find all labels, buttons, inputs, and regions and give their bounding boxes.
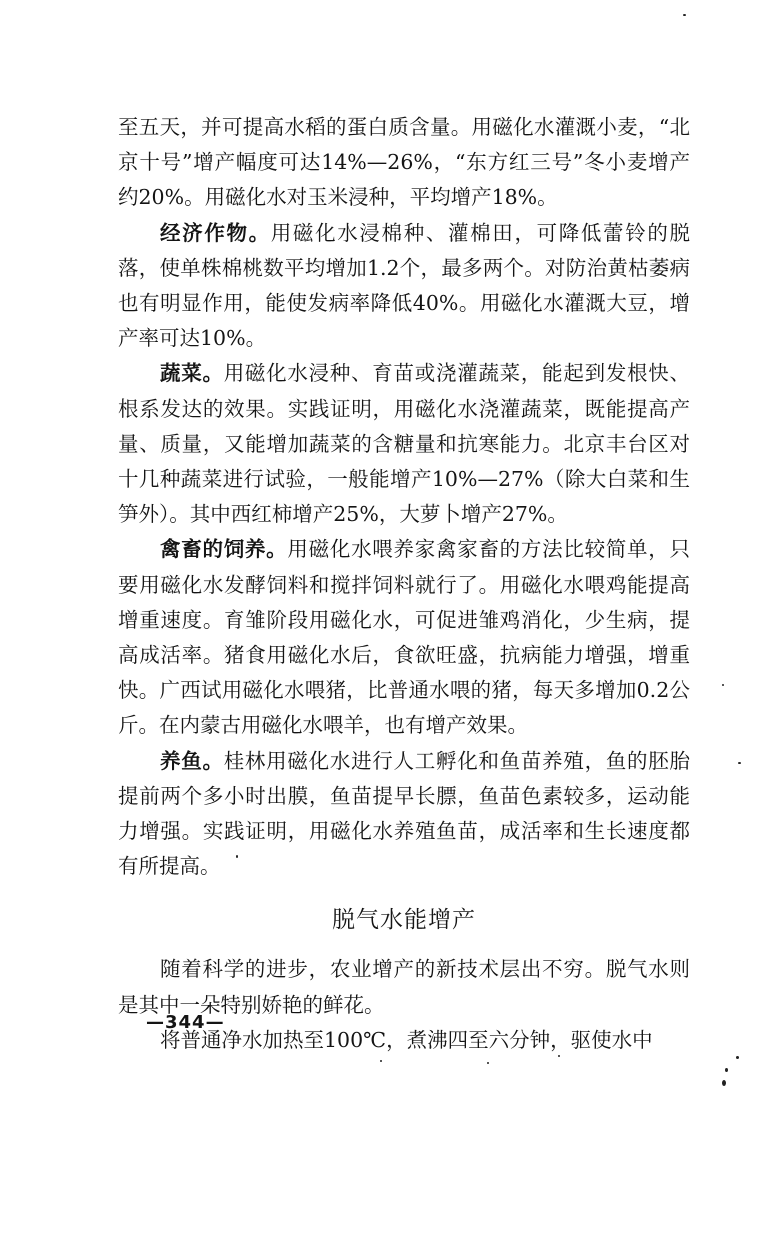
scan-speck <box>380 1060 382 1062</box>
paragraph-fish-farming: 养鱼。桂林用磁化水进行人工孵化和鱼苗养殖，鱼的胚胎提前两个多小时出膜，鱼苗提早长膘，鱼苗色素较多，运动能力增强。实践证明，用磁化水养殖鱼苗，成活率和生长速度都有所提高。 <box>118 748 691 879</box>
scan-speck <box>236 855 238 858</box>
paragraph-lead: 蔬菜。 <box>160 361 224 386</box>
body-text <box>118 110 690 1058</box>
paragraph-vegetables: 蔬菜。用磁化水浸种、育苗或浇灌蔬菜，能起到发根快、根系发达的效果。实践证明，用磁化水浇灌蔬菜，既能提高产量、质量，又能增加蔬菜的含糖量和抗寒能力。北京丰台区对十几种蔬菜进行试验，一般能增产10%—27%（除大白菜和生笋外）。其中西红柿增产25%，大萝卜增产27%。 <box>118 361 691 527</box>
paragraph-degassed-intro: 随着科学的进步，农业增产的新技术层出不穷。脱气水则是其中一朵特别娇艳的鲜花。 <box>118 957 690 1017</box>
paragraph-degassed-method: 将普通净水加热至100℃，煮沸四至六分钟，驱使水中 <box>160 1027 653 1052</box>
scan-speck <box>725 1068 728 1072</box>
section-heading: 脱气水能增产 <box>332 907 476 934</box>
scan-speck <box>487 1062 489 1064</box>
paragraph-livestock: 禽畜的饲养。用磁化水喂养家禽家畜的方法比较简单，只要用磁化水发酵饲料和搅拌饲料就行了。用磁化水喂鸡能提高增重速度。育雏阶段用磁化水，可促进雏鸡消化，少生病，提高成活率。猪食用磁化水后，食欲旺盛，抗病能力增强，增重快。广西试用磁化水喂猪，比普通水喂的猪，每天多增加0.2公斤。在内蒙古用磁化水喂羊，也有增产效果。 <box>118 537 691 738</box>
paragraph-continuation: 至五天，并可提高水稻的蛋白质含量。用磁化水灌溉小麦，“北京十号”增产幅度可达14%—26%，“东方红三号”冬小麦增产约20%。用磁化水对玉米浸种，平均增产18%。 <box>118 115 690 210</box>
paragraph-lead: 养鱼。 <box>160 748 224 773</box>
paragraph-lead: 禽畜的饲养。 <box>160 537 288 562</box>
scan-speck <box>722 684 724 686</box>
paragraph-lead: 经济作物。 <box>160 220 271 245</box>
paragraph-economic-crops: 经济作物。用磁化水浸棉种、灌棉田，可降低蕾铃的脱落，使单株棉桃数平均增加1.2个，最多两个。对防治黄枯萎病也有明显作用，能使发病率降低40%。用磁化水灌溉大豆，增产率可达10%。 <box>118 220 691 351</box>
scan-speck <box>722 1080 726 1086</box>
scan-speck <box>683 14 686 16</box>
scan-speck <box>558 1055 560 1057</box>
page-number: —344— <box>146 1012 225 1033</box>
scan-speck <box>738 762 741 764</box>
scan-speck <box>736 1056 739 1059</box>
